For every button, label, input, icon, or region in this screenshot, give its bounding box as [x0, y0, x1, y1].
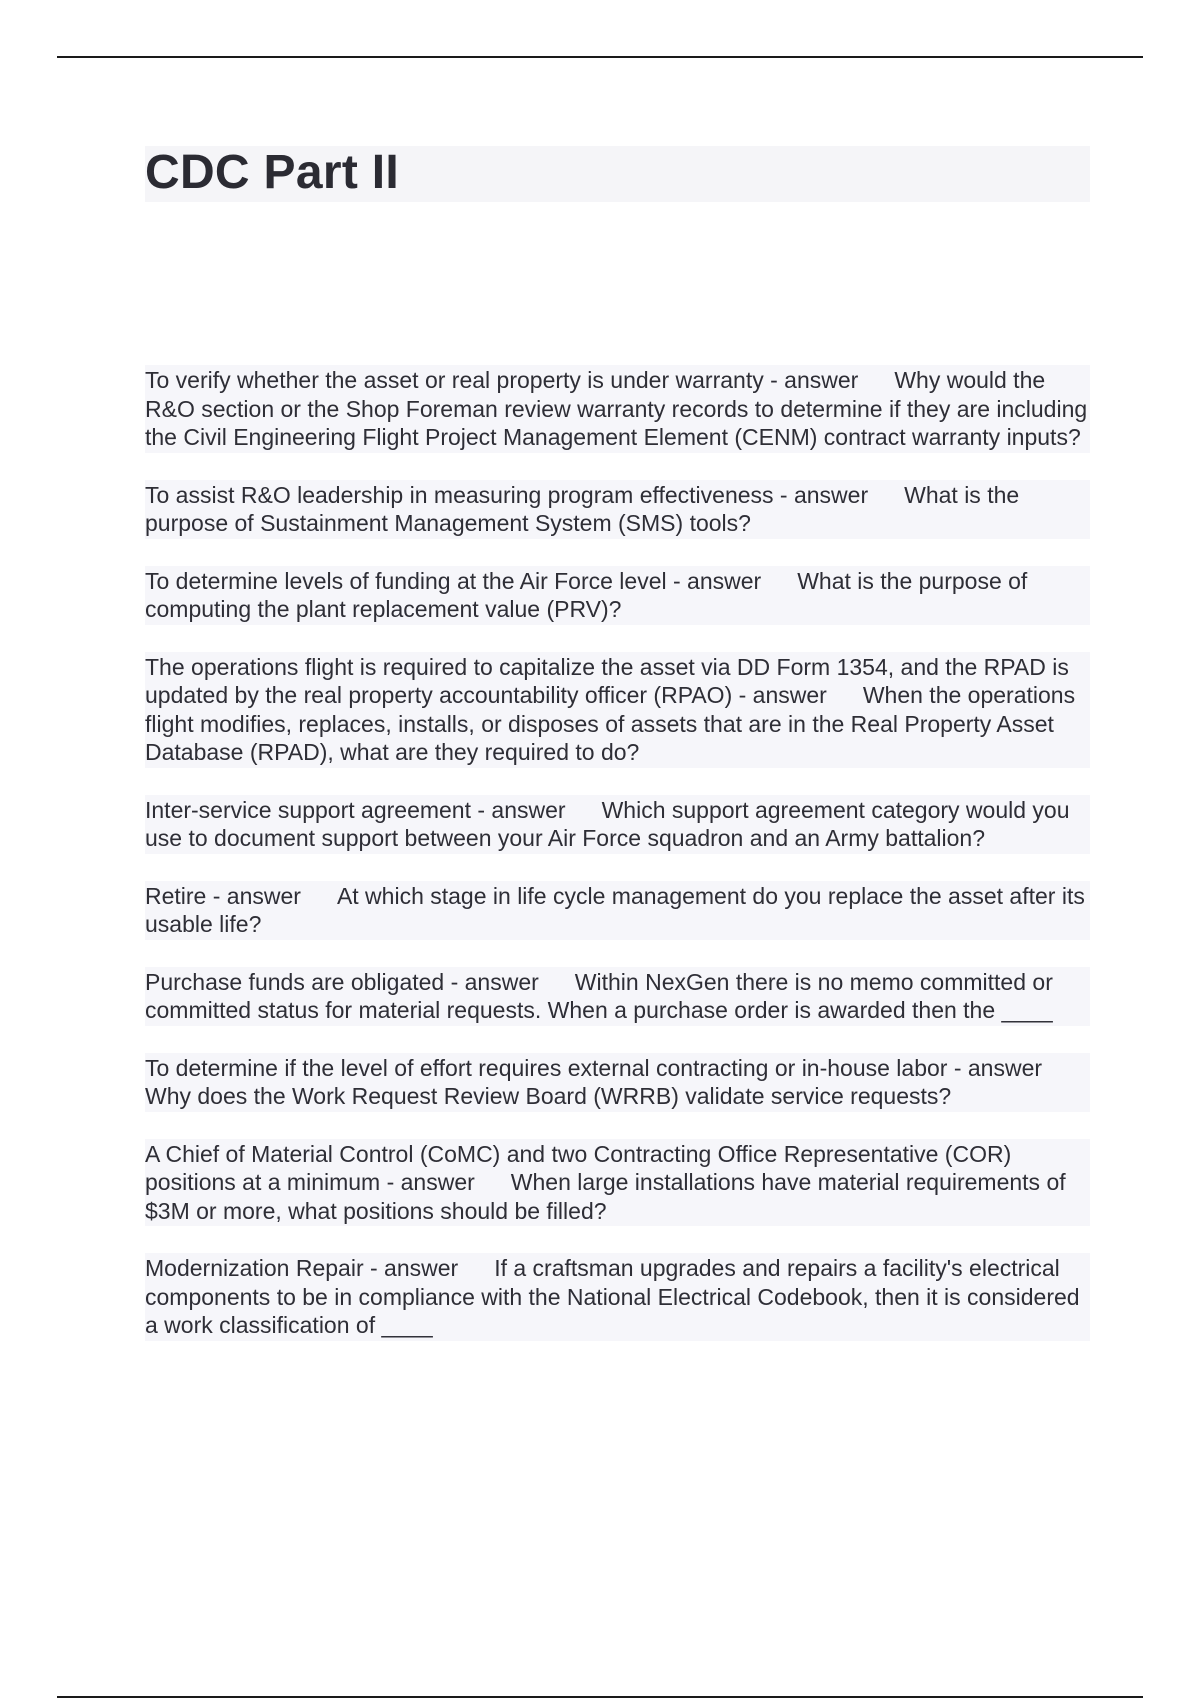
- qa-question: Why would the R&O section or the Shop Foreman review warranty records to determine if they are including the Civil Engineering Flight Project Management Element (CENM) contract warranty inputs?: [145, 367, 1088, 450]
- qa-item: [145, 365, 1090, 453]
- qa-answer: To verify whether the asset or real property is under warranty - answer: [145, 367, 859, 393]
- qa-answer: Retire - answer: [145, 882, 301, 909]
- qa-question: What is the purpose of Sustainment Management System (SMS) tools?: [145, 481, 1020, 536]
- qa-answer: Modernization Repair - answer: [145, 1255, 459, 1281]
- qa-question: At which stage in life cycle management do you replace the asset after its usable life?: [145, 882, 1085, 937]
- qa-question: When the operations flight modifies, replaces, installs, or disposes of assets that are in the Real Property Asset Database (RPAD), what are they required to do?: [145, 682, 1076, 765]
- qa-question: Why does the Work Request Review Board (WRRB) validate service requests?: [145, 1083, 952, 1109]
- qa-answer: Inter-service support agreement - answer: [145, 796, 566, 823]
- qa-question: Within NexGen there is no memo committed or committed status for material requests. When a purchase order is awarded then the ____: [145, 968, 1053, 1023]
- qa-answer: To determine levels of funding at the Air Force level - answer: [145, 567, 762, 594]
- qa-item: [145, 881, 1090, 940]
- qa-answer: The operations flight is required to capitalize the asset via DD Form 1354, and the RPAD is updated by the real property accountability officer (RPAO) - answer: [145, 653, 1069, 708]
- qa-answer: A Chief of Material Control (CoMC) and two Contracting Office Representative (COR) positions at a minimum - answer: [145, 1140, 1012, 1195]
- qa-item: [145, 566, 1090, 625]
- qa-question: Which support agreement category would you use to document support between your Air Force squadron and an Army battalion?: [145, 796, 1070, 851]
- qa-item: [145, 1053, 1090, 1112]
- qa-answer: To determine if the level of effort requires external contracting or in-house labor - answer: [145, 1054, 1043, 1081]
- qa-answer: Purchase funds are obligated - answer: [145, 968, 539, 995]
- qa-item: [145, 1253, 1090, 1341]
- qa-question: What is the purpose of computing the plant replacement value (PRV)?: [145, 567, 1028, 622]
- qa-item: [145, 967, 1090, 1026]
- qa-item: [145, 1139, 1090, 1227]
- qa-list: [145, 365, 1090, 1368]
- page-title: CDC Part II: [145, 146, 400, 199]
- qa-item: [145, 480, 1090, 539]
- qa-item: [145, 795, 1090, 854]
- qa-question: When large installations have material requirements of $3M or more, what positions should be filled?: [145, 1169, 1066, 1224]
- bottom-divider: [57, 1696, 1143, 1698]
- qa-answer: To assist R&O leadership in measuring program effectiveness - answer: [145, 481, 869, 508]
- top-divider: [57, 56, 1143, 58]
- qa-item: [145, 652, 1090, 768]
- qa-question: If a craftsman upgrades and repairs a facility's electrical components to be in compliance with the National Electrical Codebook, then it is considered a work classification of ____: [145, 1255, 1080, 1338]
